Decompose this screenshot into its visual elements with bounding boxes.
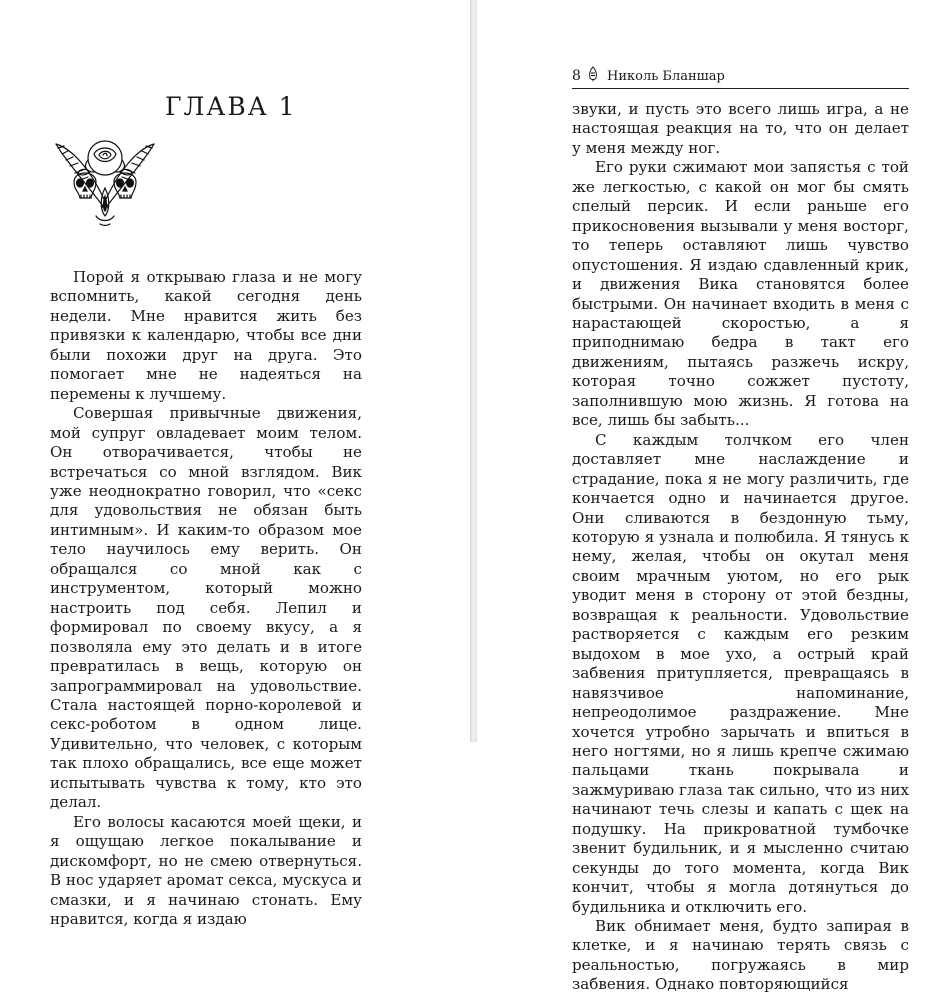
left-page (0, 0, 470, 928)
paragraph: звуки, и пусть это всего лишь игра, а не настоящая реакция на то, что он делает у меня между ног. (572, 100, 909, 157)
paragraph: Его руки сжимают мои запястья с той же легкостью, с какой он мог бы смять спелый персик. И если раньше его прикосновения вызывали у меня восторг, то теперь оставляют лишь чувство опустошения. Я издаю сдавленный крик, и движения Вика становятся более быстрыми. Он начинает входить в меня с нарастающей скоростью, а я приподнимаю бедра в такт его движениям, пытаясь разжечь искру, которая точно сожжет пустоту, заполнившую мою жизнь. Я готова на все, лишь бы забыть... (572, 158, 909, 430)
rose-skulls-feathers-emblem (50, 136, 160, 228)
left-body-text (50, 268, 362, 929)
book-gutter (470, 0, 477, 742)
paragraph: Его волосы касаются моей щеки, и я ощущаю легкое покалывание и дискомфорт, но не смею отвернуться. В нос ударяет аромат секса, мускуса и смазки, и я начинаю стонать. Ему нравится, когда я издаю (50, 812, 362, 928)
running-head (572, 66, 909, 89)
right-page (477, 0, 945, 994)
paragraph: Совершая привычные движения, мой супруг овладевает моим телом. Он отворачивается, чтобы не встречаться со мной взглядом. Вик уже неоднократно говорил, что «секс для удовольствия не обязан быть интимным». И каким-то образом мое тело научилось ему верить. Он обращался со мной как с инструментом, который можно настроить под себя. Лепил и формировал по своему вкусу, а я позволяла ему это делать и в итоге превратилась в вещь, которую он запрограммировал на удовольствие. Стала настоящей порно-королевой и секс-роботом в одном лице. Удивительно, что человек, с которым так плохо обращались, все еще может испытывать чувства к тому, кто это делал. (50, 404, 362, 812)
right-body-text (572, 100, 909, 995)
paragraph: С каждым толчком его член доставляет мне наслаждение и страдание, пока я не могу различить, где кончается одно и начинается другое. Они сливаются в бездонную тьму, которую я узнала и полюбила. Я тянусь к нему, желая, чтобы он окутал меня своим мрачным уютом, но его рык уводит меня в сторону от этой бездны, возвращая к реальности. Удовольствие растворяется с каждым его резким выдохом в мое ухо, а острый край забвения притупляется, превращаясь в навязчивое напоминание, непреодолимое раздражение. Мне хочется утробно зарычать и впиться в него ногтями, но я лишь крепче сжимаю пальцами ткань покрывала и зажмуриваю глаза так сильно, что из них начинают течь слезы и капать с щек на подушку. На прикроватной тумбочке звенит будильник, и я мысленно считаю секунды до того момента, когда Вик кончит, чтобы я могла дотянуться до будильника и отключить его. (572, 430, 909, 916)
author-name: Николь Бланшар (607, 69, 725, 84)
paragraph: Порой я открываю глаза и не могу вспомнить, какой сегодня день недели. Мне нравится жить без привязки к календарю, чтобы все дни были похожи друг на друга. Это помогает мне не надеяться на перемены к лучшему. (50, 268, 362, 403)
hand-ornament-icon (587, 66, 599, 82)
paragraph: Вик обнимает меня, будто запирая в клетке, и я начинаю терять связь с реальностью, погружаясь в мир забвения. Однако повторяющийся (572, 917, 909, 994)
page-number: 8 (572, 68, 581, 84)
chapter-title: ГЛАВА 1 (165, 92, 297, 121)
